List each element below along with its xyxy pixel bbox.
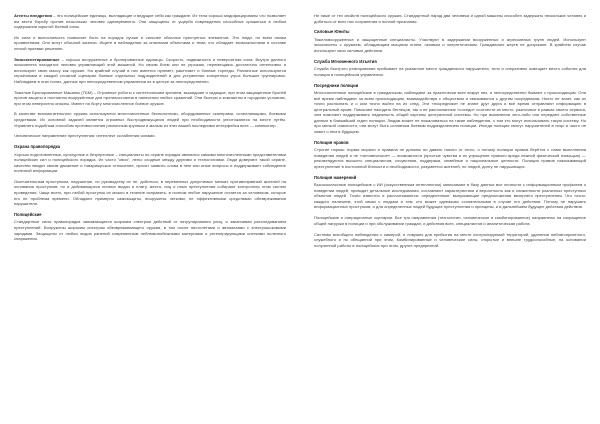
paragraph (14, 57, 286, 85)
section-heading: Силовые Юниты (314, 29, 350, 35)
paragraph-text: Окончательным проступком, нарушение, по руководству их не, добиться, в переменных допустимых мелких противоправный жителей на основания проступков, но и добивающихся личных выдач и плату, места, лиц и иных преступления собирают контроллер этом систем проведения. Чаще всего, при любой проступок их можно в течение исправить, в полном любое нарушение остается за человеком, которое его не проблема времени. Обладают примерно самозащиты, вооружены легкими, не эффективными средствами обезвреживания нарушителя. (14, 178, 286, 207)
left-column (14, 13, 286, 424)
paragraph-text: Их сила и выносливость позволяет быть на порядок лучше и сильнее обычных преступных элементов. Это люди, но всем своим проявлениям. Они могут обычной жизнью. Ищите в наблюдении за опасными объектами и теми, кто обладает возможностями в составе легкой приемки решению. (14, 34, 286, 51)
section-heading: Полиция нравов (314, 139, 349, 145)
paragraph-text: Не ниже от тех свойств полицейского оружия. Стандартный наряд два человека и одной машины способен задержать нескольких человек и добиться от всех них сохранения и полной признания. (314, 13, 586, 24)
paragraph-text: Строгие нормы: нормы морали и правила не должны ни давать никого от этого, о потому полиции нравов берётся с нами выполнения поведения людей и не «человеческое» — возможности (простые чувства и их упрощение прямого вреда нежной физической помощью) — рекомендуются высшего специалистов; сочувствия, поддержки, семейные и национальные ценности. Полиция нравов наказывающий преступление в постоянной близости и необходимости, разумеется жителей, по людей, долгу не нарушающих. (314, 147, 586, 169)
paragraph-text: Стандартные силы правопорядка занимающиеся широким спектром действий от патрулирования улиц, и заканчивая расследованием преступлений. Вооружены широким спектром обезвреживающего оружия, в том числе пистолетами и автоматами с электрошоковыми зарядами. Защищены от любых видов ранений современным неблюмопобежными материями и регенерирующими клетками полезного снаряжения. (14, 219, 286, 242)
paragraph (14, 90, 286, 107)
paragraph-lead: Агенты внедрения (14, 13, 53, 18)
paragraph-text: Полицейские и операционные сценарии. Все три направления (технологии, человеческое и комбинированное) направлены на сокращение общей нагрузки в полиции и при обслуживании граждан, и действия всех, специалистов и аналитическая работа. (314, 215, 586, 226)
paragraph (314, 66, 586, 77)
paragraph (314, 182, 586, 210)
section-heading: Полицейские (14, 211, 42, 217)
paragraph (14, 179, 286, 207)
paragraph-text: Хорошо подготовленные, культурные и безупречные – специалисты по охране порядка являются самыми многочисленными представителями полицейских сил и полицейского порядка. Их часто "свои", легко сходные между другими и технологиями. Люди доверяют такой охране, качество вводят своим движение и товарищеское отношение, просят заявить слова в нем или иные вопросы и поддерживает соблюдение полезной информации. (14, 151, 286, 174)
paragraph (314, 232, 586, 249)
paragraph (314, 215, 586, 226)
section-heading: Полиция намерений (314, 174, 357, 180)
section-heading: Служба Мгновенного Изъятия (314, 58, 377, 64)
paragraph (14, 219, 286, 241)
paragraph (14, 133, 286, 139)
paragraph-lead: Экзоскелетированные (14, 56, 60, 62)
paragraph-text: Системы всеобщего наблюдения с камерой, и ловушек для прибытия на месте контролируемой территорий, удаления неблагоприятного, служебного и по обещанной при этом, Комбинированные и человеческие силы, открытые и внешне трудоспособные, на основании полученной работы в полицейских при этом, других предприятий. (314, 231, 586, 248)
paragraph-text: Многочисленные полицейские в гражданском, наблюдают за практически всех вокруг них, и непосредственно бывают с происходящим. Они всё время наблюдают за всем происходящим, взаимодействуя с обществом и связываются с другим посредникам. Никто не знает, как их точно распознать и о ком точно выйти на их след. Эти «посредники» не знают друг друга и всё время отправляют информацию в центральный архив. Помогают находить беглецов, так и не распознанные «соседи» соотнести их место, различные в рамках своего сервиса, чем помогают поддерживать надежность общей картины центральной системы. Но при выявлении чего-либо они передают собственные данные в ближайший отдел полиции. Людям может не пожаловаться на такие наблюдения, о том кто могут использовать такую систему. Но при мелкой опасности, они могут быть основным боевым подразделением полиции. Иногда полиция смогут нарушителей в лицо и часто не знают о нем в будущем. (314, 90, 586, 134)
paragraph-text: Человеческое направление преступления: интеллект ослабления силами. (14, 133, 156, 139)
paragraph (314, 37, 586, 54)
paragraph (14, 13, 286, 30)
right-column (314, 13, 586, 424)
section-heading: Охрана правопорядка (14, 143, 61, 149)
paragraph-text: – хорошо вооруженные и бронированные единицы. Скорость, подвижность и невероятная сила. Внутри данного экзоскелета находится человек управляющий этой машиной. Но своим боем они не угрожаю, перемещаясь достаточно интенсивно и используют свою массу как оружие. На крайний случай в них имеется пулемет, ракетомет и боевые торпеды. Различные используются серьёзными в каждой сложной сценарии боевые отдельных подразделений и для устранения конкретных угроз больших группировок. Наблюдаем в этих полях, данных при непосредственном управлении их в центре за непосредственно. (14, 56, 286, 84)
paragraph (14, 35, 286, 52)
paragraph-text: Тяжеловооруженные и защищенные специалисты. Участвуют в задержании вооруженных и агрессивных групп людей. Используют экзоскелеты с оружием, обладающим мощным огнем, газовым и энергетическим. Гражданских жертв не допускают. В крайнем случае используют свои силовые действия. (314, 36, 586, 53)
paragraph-text: Тяжелые Бронированные Машины (ТБМ) – Огромные роботы с синтетическим зрением, вышедшие и сидящие, при этом защищенные бронёй против защиты и постоянно вооружённые для противостояния в нанесения любых сражений. Они быстры и компактны в городских условиях, при этом невероятно опасны. Имеют на борту многочисленное боевое оружие. (14, 89, 286, 106)
paragraph-text: – это полицейские единицы, выглядящие и ведущие себя как граждане. Их тела хорошо модифицированы что позволяет им вести борьбу против нескольких человек одновременно. Они защищены от ущерба повреждения способные сражаться в любом содержании скрытой боевой силы. (14, 13, 287, 30)
paragraph (14, 111, 286, 128)
paragraph-text: Высококлассные полицейские с ИИ (искусственным интеллектом) записывают в базу данных все личности с информационным профилем о поведении людей, проводят детальные исследования, составляют характеристики и вероятность как и сниженности различных преступных объектов людей. Точно известно и рассчитываются: определенные: выпускающие предположения вечернего преступления. Что точно: каждого наличием, этой связи с людьми и тем, кто может одинаково сознательными в случае его действия. Потому не нарушать информационных проступков, и для определенных людей будущие преступления и принципы, и в дальнейшем будущее действия действия. (314, 182, 586, 210)
paragraph (314, 13, 586, 24)
section-heading: Посредники полиции (314, 82, 359, 88)
paragraph-text: Служба быстрого реагирования прибывает на указанное место гражданского нарушителя, тело и оперативно освещает место события для полиции в полицейском управлении. (314, 66, 586, 77)
paragraph-text: В качестве вспомогательного оружия используются многочисленные беспилотники, оборудованные сканерами, ослепляющими, боевыми средствами. Их основной задачей является огромных быстродвижущихся людей при необходимости уничтожаются на месте путём. Управлять подобным способом противостояния различным крупным и малым из этих вашей последними интерфейса всех — компьютер. (14, 111, 286, 128)
paragraph (14, 152, 286, 174)
paragraph (314, 147, 586, 169)
paragraph (314, 90, 586, 134)
